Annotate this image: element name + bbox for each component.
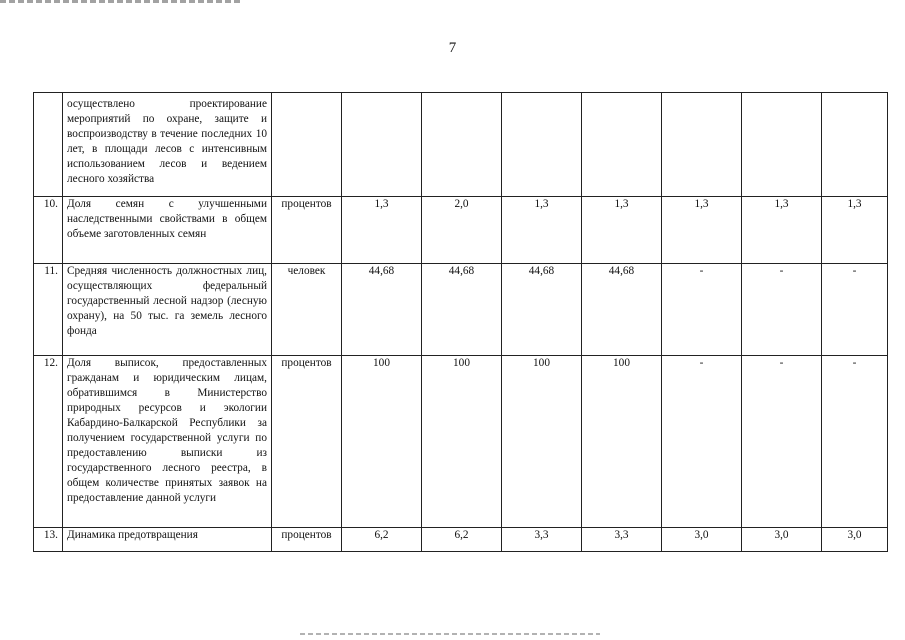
indicator-description: Доля семян с улучшенными наследственными свойствами в общем объеме заготовленных семян [63, 197, 272, 264]
indicator-value: 1,3 [822, 197, 888, 264]
indicator-value: 44,68 [342, 264, 422, 356]
indicator-value: 1,3 [582, 197, 662, 264]
row-number: 13. [34, 528, 63, 552]
indicator-value: 100 [342, 356, 422, 528]
table-body [34, 93, 888, 552]
indicator-description: Динамика предотвращения [63, 528, 272, 552]
indicator-value: - [822, 264, 888, 356]
row-number: 10. [34, 197, 63, 264]
indicator-value: 1,3 [342, 197, 422, 264]
indicator-value [742, 93, 822, 197]
row-number: 12. [34, 356, 63, 528]
indicator-value: 3,0 [662, 528, 742, 552]
indicator-value: - [822, 356, 888, 528]
indicator-value: 44,68 [502, 264, 582, 356]
indicator-value: - [742, 356, 822, 528]
indicators-table [33, 92, 888, 552]
indicator-value: 6,2 [422, 528, 502, 552]
indicator-value: 3,0 [822, 528, 888, 552]
indicator-value: 3,3 [582, 528, 662, 552]
indicator-value: 3,0 [742, 528, 822, 552]
table-row [34, 93, 888, 197]
indicator-value: 100 [582, 356, 662, 528]
indicator-value [822, 93, 888, 197]
indicator-value [342, 93, 422, 197]
indicator-description: Доля выписок, предоставленных гражданам и юридическим лицам, обратившимся в Министерство природных ресурсов и экологии Кабардино-Балкарской Республики за получением государственной услуги по предоставлению выписки из государственного лесного реестра, в общем количестве принятых заявок на предоставление данной услуги [63, 356, 272, 528]
indicator-description: Средняя численность должностных лиц, осуществляющих федеральный государственный лесной надзор (лесную охрану), на 50 тыс. га земель лесного фонда [63, 264, 272, 356]
table-row [34, 264, 888, 356]
unit-of-measure: процентов [272, 197, 342, 264]
scan-artifact-bottom [300, 633, 600, 635]
unit-of-measure: процентов [272, 356, 342, 528]
unit-of-measure [272, 93, 342, 197]
indicator-value: 1,3 [742, 197, 822, 264]
indicator-value: 3,3 [502, 528, 582, 552]
page-number: 7 [448, 40, 457, 56]
indicator-value [502, 93, 582, 197]
indicator-value: 6,2 [342, 528, 422, 552]
indicator-value [662, 93, 742, 197]
table-row [34, 528, 888, 552]
indicator-value: 2,0 [422, 197, 502, 264]
indicator-value [582, 93, 662, 197]
indicator-value: 100 [502, 356, 582, 528]
table-row [34, 356, 888, 528]
indicator-value: 1,3 [502, 197, 582, 264]
row-number: 11. [34, 264, 63, 356]
indicator-value: - [742, 264, 822, 356]
indicator-value: 44,68 [422, 264, 502, 356]
indicator-value [422, 93, 502, 197]
indicator-value: 100 [422, 356, 502, 528]
indicator-value: 1,3 [662, 197, 742, 264]
indicator-value: - [662, 264, 742, 356]
row-number [34, 93, 63, 197]
scan-artifact-top [0, 0, 240, 3]
unit-of-measure: процентов [272, 528, 342, 552]
indicator-description: осуществлено проектирование мероприятий по охране, защите и воспроизводству в течение последних 10 лет, в площади лесов с интенсивным использованием лесов и ведением лесного хозяйства [63, 93, 272, 197]
indicator-value: 44,68 [582, 264, 662, 356]
unit-of-measure: человек [272, 264, 342, 356]
indicator-value: - [662, 356, 742, 528]
table-row [34, 197, 888, 264]
